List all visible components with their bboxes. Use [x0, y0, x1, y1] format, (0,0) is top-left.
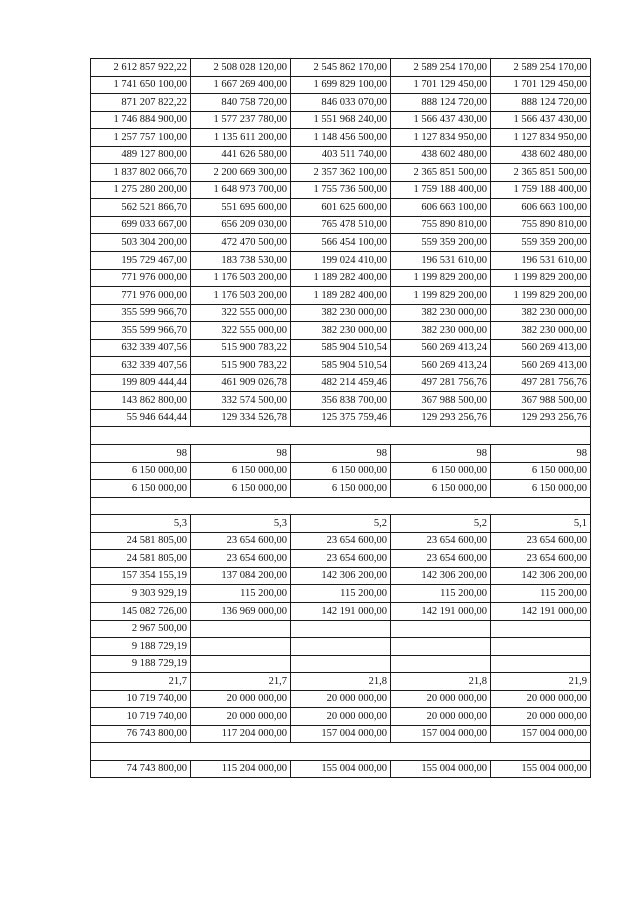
table-cell: 699 033 667,00 [91, 216, 191, 234]
table-cell: 1 759 188 400,00 [391, 181, 491, 199]
table-cell: 1 566 437 430,00 [491, 111, 591, 129]
table-cell: 1 759 188 400,00 [491, 181, 591, 199]
table-row [91, 269, 591, 287]
table-cell: 322 555 000,00 [191, 322, 291, 340]
table-cell: 2 365 851 500,00 [491, 164, 591, 182]
table-cell: 1 176 503 200,00 [191, 269, 291, 287]
table-cell: 559 359 200,00 [491, 234, 591, 252]
table-cell: 438 602 480,00 [391, 146, 491, 164]
table-cell: 20 000 000,00 [391, 690, 491, 708]
table-cell: 23 654 600,00 [491, 550, 591, 568]
table-cell: 355 599 966,70 [91, 322, 191, 340]
table-cell: 142 306 200,00 [491, 567, 591, 585]
table-cell: 560 269 413,00 [491, 357, 591, 375]
table-cell: 23 654 600,00 [491, 532, 591, 550]
table-cell [391, 638, 491, 656]
table-row [91, 76, 591, 94]
table-cell: 129 334 526,78 [191, 409, 291, 427]
table-cell: 20 000 000,00 [291, 708, 391, 726]
table-cell: 1 275 280 200,00 [91, 181, 191, 199]
table-row [91, 409, 591, 427]
table-cell [191, 497, 291, 515]
table-cell: 1 566 437 430,00 [391, 111, 491, 129]
table-cell: 632 339 407,56 [91, 339, 191, 357]
table-cell: 98 [391, 445, 491, 463]
table-cell: 6 150 000,00 [291, 462, 391, 480]
table-cell: 1 755 736 500,00 [291, 181, 391, 199]
table-cell: 332 574 500,00 [191, 392, 291, 410]
table-cell: 115 200,00 [491, 585, 591, 603]
table-row [91, 304, 591, 322]
table-cell: 6 150 000,00 [391, 480, 491, 498]
table-row [91, 164, 591, 182]
table-cell: 438 602 480,00 [491, 146, 591, 164]
table-row [91, 515, 591, 533]
table-cell [291, 497, 391, 515]
table-cell: 24 581 805,00 [91, 550, 191, 568]
table-cell [391, 427, 491, 445]
table-cell: 23 654 600,00 [191, 532, 291, 550]
table-cell: 2 967 500,00 [91, 620, 191, 638]
table-cell: 199 809 444,44 [91, 374, 191, 392]
table-cell: 2 357 362 100,00 [291, 164, 391, 182]
table-cell: 765 478 510,00 [291, 216, 391, 234]
table-cell: 115 200,00 [291, 585, 391, 603]
table-cell: 98 [491, 445, 591, 463]
table-row [91, 760, 591, 778]
table-cell: 157 004 000,00 [491, 725, 591, 743]
table-cell: 20 000 000,00 [491, 690, 591, 708]
table-cell: 183 738 530,00 [191, 252, 291, 270]
table-cell: 76 743 800,00 [91, 725, 191, 743]
table-cell: 559 359 200,00 [391, 234, 491, 252]
table-cell: 196 531 610,00 [491, 252, 591, 270]
table-cell: 6 150 000,00 [491, 462, 591, 480]
table-cell: 482 214 459,46 [291, 374, 391, 392]
table-row [91, 181, 591, 199]
table-cell: 551 695 600,00 [191, 199, 291, 217]
table-cell: 2 508 028 120,00 [191, 59, 291, 77]
table-cell [291, 620, 391, 638]
table-cell: 1 176 503 200,00 [191, 287, 291, 305]
spacer-row [91, 497, 591, 515]
table-cell: 5,1 [491, 515, 591, 533]
table-cell: 9 188 729,19 [91, 655, 191, 673]
table-cell: 601 625 600,00 [291, 199, 391, 217]
table-cell [491, 743, 591, 761]
table-cell [191, 620, 291, 638]
table-cell: 21,7 [191, 673, 291, 691]
table-cell: 515 900 783,22 [191, 339, 291, 357]
table-cell: 1 199 829 200,00 [391, 287, 491, 305]
table-cell: 117 204 000,00 [191, 725, 291, 743]
table-cell: 1 741 650 100,00 [91, 76, 191, 94]
table-cell: 2 589 254 170,00 [391, 59, 491, 77]
table-cell: 382 230 000,00 [291, 304, 391, 322]
table-cell: 5,3 [191, 515, 291, 533]
table-cell: 356 838 700,00 [291, 392, 391, 410]
table-cell: 472 470 500,00 [191, 234, 291, 252]
table-cell: 157 004 000,00 [391, 725, 491, 743]
table-cell: 888 124 720,00 [391, 94, 491, 112]
table-body [91, 59, 591, 778]
table-cell: 1 648 973 700,00 [191, 181, 291, 199]
table-cell: 199 024 410,00 [291, 252, 391, 270]
table-cell: 129 293 256,76 [391, 409, 491, 427]
table-cell: 143 862 800,00 [91, 392, 191, 410]
table-cell: 1 701 129 450,00 [391, 76, 491, 94]
table-row [91, 620, 591, 638]
table-row [91, 111, 591, 129]
table-cell: 20 000 000,00 [391, 708, 491, 726]
table-cell: 1 699 829 100,00 [291, 76, 391, 94]
table-cell: 560 269 413,24 [391, 339, 491, 357]
table-cell: 23 654 600,00 [191, 550, 291, 568]
table-row [91, 146, 591, 164]
table-cell: 560 269 413,00 [491, 339, 591, 357]
table-cell: 6 150 000,00 [91, 480, 191, 498]
table-cell: 137 084 200,00 [191, 567, 291, 585]
table-cell: 142 191 000,00 [391, 602, 491, 620]
table-cell: 195 729 467,00 [91, 252, 191, 270]
table-row [91, 199, 591, 217]
financial-table [90, 58, 591, 778]
table-cell: 1 189 282 400,00 [291, 269, 391, 287]
table-cell: 21,8 [391, 673, 491, 691]
table-cell: 2 545 862 170,00 [291, 59, 391, 77]
table-row [91, 357, 591, 375]
table-cell: 846 033 070,00 [291, 94, 391, 112]
spacer-row [91, 743, 591, 761]
table-row [91, 602, 591, 620]
table-cell: 585 904 510,54 [291, 357, 391, 375]
table-cell: 562 521 866,70 [91, 199, 191, 217]
table-cell: 771 976 000,00 [91, 269, 191, 287]
table-cell [91, 743, 191, 761]
table-cell: 20 000 000,00 [191, 690, 291, 708]
table-cell [491, 497, 591, 515]
table-row [91, 708, 591, 726]
table-row [91, 585, 591, 603]
table-cell: 21,8 [291, 673, 391, 691]
table-cell [391, 743, 491, 761]
table-row [91, 673, 591, 691]
table-cell: 9 188 729,19 [91, 638, 191, 656]
table-row [91, 655, 591, 673]
table-cell: 382 230 000,00 [391, 322, 491, 340]
table-cell: 382 230 000,00 [491, 304, 591, 322]
table-cell: 489 127 800,00 [91, 146, 191, 164]
table-cell: 20 000 000,00 [191, 708, 291, 726]
table-cell [291, 638, 391, 656]
table-cell: 98 [91, 445, 191, 463]
table-cell: 1 551 968 240,00 [291, 111, 391, 129]
table-cell: 888 124 720,00 [491, 94, 591, 112]
table-cell: 20 000 000,00 [291, 690, 391, 708]
spacer-row [91, 427, 591, 445]
table-cell: 23 654 600,00 [291, 532, 391, 550]
table-row [91, 339, 591, 357]
table-cell: 355 599 966,70 [91, 304, 191, 322]
table-row [91, 322, 591, 340]
table-row [91, 445, 591, 463]
table-cell: 6 150 000,00 [391, 462, 491, 480]
table-cell: 20 000 000,00 [491, 708, 591, 726]
table-cell: 1 667 269 400,00 [191, 76, 291, 94]
table-cell [391, 655, 491, 673]
table-cell: 2 612 857 922,22 [91, 59, 191, 77]
table-cell: 1 701 129 450,00 [491, 76, 591, 94]
table-cell: 632 339 407,56 [91, 357, 191, 375]
table-row [91, 59, 591, 77]
table-cell: 136 969 000,00 [191, 602, 291, 620]
table-cell: 5,2 [291, 515, 391, 533]
table-cell: 871 207 822,22 [91, 94, 191, 112]
table-row [91, 234, 591, 252]
table-cell: 23 654 600,00 [391, 532, 491, 550]
table-cell: 1 199 829 200,00 [491, 287, 591, 305]
table-cell: 6 150 000,00 [91, 462, 191, 480]
table-cell [291, 655, 391, 673]
table-cell [91, 427, 191, 445]
table-cell: 74 743 800,00 [91, 760, 191, 778]
table-cell: 142 306 200,00 [291, 567, 391, 585]
table-row [91, 392, 591, 410]
table-cell [491, 620, 591, 638]
table-cell: 1 257 757 100,00 [91, 129, 191, 147]
table-cell: 115 200,00 [391, 585, 491, 603]
table-cell [391, 620, 491, 638]
table-cell: 1 135 611 200,00 [191, 129, 291, 147]
table-row [91, 725, 591, 743]
table-cell: 21,9 [491, 673, 591, 691]
table-cell [191, 655, 291, 673]
table-cell: 771 976 000,00 [91, 287, 191, 305]
table-cell: 23 654 600,00 [391, 550, 491, 568]
table-cell: 606 663 100,00 [391, 199, 491, 217]
table-cell [391, 497, 491, 515]
table-cell: 142 191 000,00 [491, 602, 591, 620]
table-cell: 1 127 834 950,00 [491, 129, 591, 147]
table-cell: 155 004 000,00 [291, 760, 391, 778]
table-cell: 23 654 600,00 [291, 550, 391, 568]
table-cell: 1 837 802 066,70 [91, 164, 191, 182]
table-cell [491, 427, 591, 445]
table-cell: 2 200 669 300,00 [191, 164, 291, 182]
table-cell: 382 230 000,00 [291, 322, 391, 340]
table-row [91, 550, 591, 568]
table-cell: 1 127 834 950,00 [391, 129, 491, 147]
table-cell: 9 303 929,19 [91, 585, 191, 603]
table-cell: 196 531 610,00 [391, 252, 491, 270]
table-cell: 5,2 [391, 515, 491, 533]
table-row [91, 690, 591, 708]
table-cell: 24 581 805,00 [91, 532, 191, 550]
table-row [91, 567, 591, 585]
table-cell: 10 719 740,00 [91, 708, 191, 726]
table-cell: 129 293 256,76 [491, 409, 591, 427]
table-row [91, 638, 591, 656]
table-cell: 515 900 783,22 [191, 357, 291, 375]
table-cell: 656 209 030,00 [191, 216, 291, 234]
table-cell: 497 281 756,76 [491, 374, 591, 392]
table-cell: 2 365 851 500,00 [391, 164, 491, 182]
table-row [91, 216, 591, 234]
table-cell: 55 946 644,44 [91, 409, 191, 427]
table-cell: 142 306 200,00 [391, 567, 491, 585]
table-cell: 497 281 756,76 [391, 374, 491, 392]
table-cell [491, 655, 591, 673]
table-cell: 5,3 [91, 515, 191, 533]
table-cell: 367 988 500,00 [391, 392, 491, 410]
table-cell [91, 497, 191, 515]
table-row [91, 462, 591, 480]
table-cell: 755 890 810,00 [391, 216, 491, 234]
table-row [91, 129, 591, 147]
table-row [91, 94, 591, 112]
table-cell [191, 638, 291, 656]
table-cell: 1 746 884 900,00 [91, 111, 191, 129]
table-cell: 461 909 026,78 [191, 374, 291, 392]
table-cell: 840 758 720,00 [191, 94, 291, 112]
table-row [91, 532, 591, 550]
table-cell: 1 189 282 400,00 [291, 287, 391, 305]
table-cell: 6 150 000,00 [191, 462, 291, 480]
table-row [91, 287, 591, 305]
table-cell: 125 375 759,46 [291, 409, 391, 427]
table-cell: 560 269 413,24 [391, 357, 491, 375]
table-cell: 155 004 000,00 [491, 760, 591, 778]
table-cell: 98 [191, 445, 291, 463]
table-cell [291, 743, 391, 761]
table-cell: 2 589 254 170,00 [491, 59, 591, 77]
table-cell: 21,7 [91, 673, 191, 691]
table-cell: 403 511 740,00 [291, 146, 391, 164]
table-cell: 382 230 000,00 [491, 322, 591, 340]
table-cell: 157 004 000,00 [291, 725, 391, 743]
table-cell: 98 [291, 445, 391, 463]
table-cell: 606 663 100,00 [491, 199, 591, 217]
table-cell: 10 719 740,00 [91, 690, 191, 708]
table-cell: 115 204 000,00 [191, 760, 291, 778]
table-cell: 441 626 580,00 [191, 146, 291, 164]
table-cell: 755 890 810,00 [491, 216, 591, 234]
table-cell: 367 988 500,00 [491, 392, 591, 410]
table-cell: 145 082 726,00 [91, 602, 191, 620]
table-cell [491, 638, 591, 656]
table-cell [191, 427, 291, 445]
table-cell: 503 304 200,00 [91, 234, 191, 252]
table-cell: 155 004 000,00 [391, 760, 491, 778]
table-cell [291, 427, 391, 445]
table-cell: 322 555 000,00 [191, 304, 291, 322]
table-cell: 6 150 000,00 [291, 480, 391, 498]
table-cell: 566 454 100,00 [291, 234, 391, 252]
table-row [91, 480, 591, 498]
table-cell: 1 199 829 200,00 [491, 269, 591, 287]
table-cell [191, 743, 291, 761]
table-cell: 142 191 000,00 [291, 602, 391, 620]
table-row [91, 252, 591, 270]
table-cell: 1 199 829 200,00 [391, 269, 491, 287]
table-cell: 585 904 510,54 [291, 339, 391, 357]
table-cell: 157 354 155,19 [91, 567, 191, 585]
table-cell: 382 230 000,00 [391, 304, 491, 322]
table-cell: 1 577 237 780,00 [191, 111, 291, 129]
table-cell: 1 148 456 500,00 [291, 129, 391, 147]
table-row [91, 374, 591, 392]
table-cell: 6 150 000,00 [491, 480, 591, 498]
table-cell: 6 150 000,00 [191, 480, 291, 498]
table-cell: 115 200,00 [191, 585, 291, 603]
